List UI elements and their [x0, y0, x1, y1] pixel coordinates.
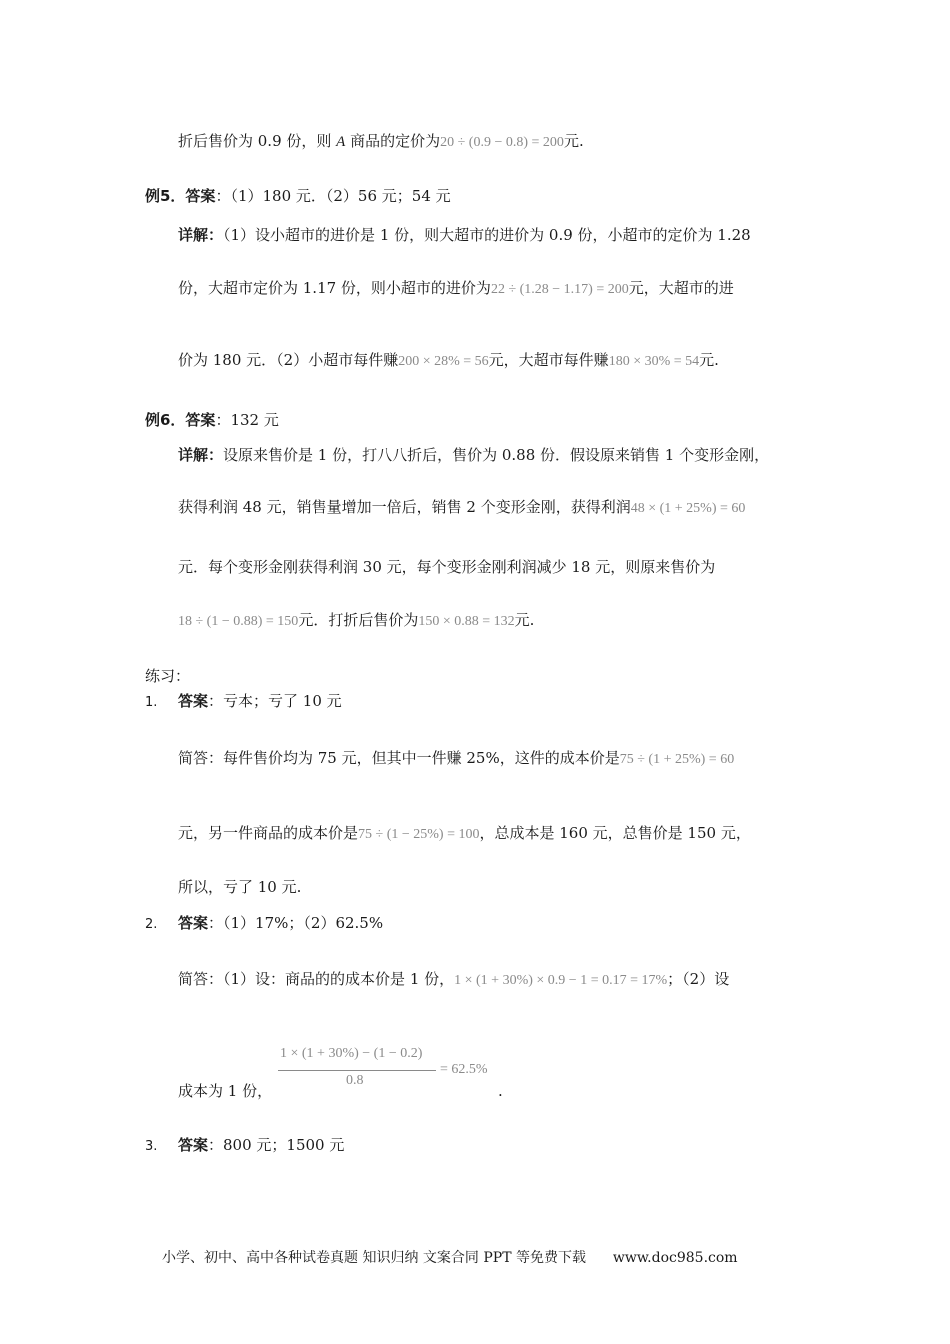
text: 元. — [563, 132, 584, 150]
text: 元．打折后售价为 — [298, 611, 419, 629]
text: ，总成本是 160 元，总售价是 150 元， — [479, 824, 751, 842]
text: 价为 180 元．（2）小超市每件赚 — [178, 351, 399, 369]
text: 元，大超市的进 — [628, 279, 734, 297]
example-label: 例6．答案 — [145, 411, 216, 429]
example-label: 例5．答案 — [145, 187, 216, 205]
text: （1）设小超市的进价是 1 份，则大超市的进价为 0.9 份，小超市的定价为 1.28 — [223, 226, 751, 244]
example-6-answer — [145, 410, 279, 430]
text-line: 成本为 1 份， — [178, 1082, 273, 1100]
text: 设原来售价是 1 份，打八八折后，售价为 0.88 份．假设原来销售 1 个变形金刚， — [223, 446, 770, 464]
practice-item-2 — [145, 913, 383, 935]
equation: 200 × 28% = 56 — [398, 354, 489, 369]
text: 元．每个变形金刚获得利润 30 元，每个变形金刚利润减少 18 元，则原来售价为 — [178, 558, 716, 576]
text: 元，大超市每件赚 — [488, 351, 609, 369]
text: 元. — [699, 351, 719, 369]
equation: 180 × 30% = 54 — [608, 354, 700, 369]
text: 简答：（1）设：商品的的成本价是 1 份， — [178, 970, 455, 988]
fraction-result: = 62.5% — [440, 1062, 488, 1077]
detail-label: 详解： — [178, 446, 224, 464]
answer-text: ：（1）17%；（2）62.5% — [208, 914, 384, 932]
equation: 48 × (1 + 25%) = 60 — [630, 501, 746, 516]
text-line — [178, 969, 729, 991]
answer-text: ：800 元；1500 元 — [208, 1136, 345, 1154]
text-line: 所以，亏了 10 元. — [178, 878, 302, 896]
text-line — [178, 748, 734, 770]
footer-url[interactable]: www.doc985.com — [612, 1250, 738, 1266]
example-5-answer — [145, 186, 451, 206]
text: 获得利润 48 元，销售量增加一倍后，销售 2 个变形金刚，获得利润 — [178, 498, 631, 516]
equation: 150 × 0.88 = 132 — [418, 614, 515, 629]
text: 份，大超市定价为 1.17 份，则小超市的进价为 — [178, 279, 491, 297]
fraction-numerator: 1 × (1 + 30%) − (1 − 0.2) — [280, 1046, 423, 1061]
text-line — [178, 497, 745, 519]
text-line — [178, 131, 584, 153]
practice-item-3 — [145, 1135, 344, 1157]
item-number: 2. — [145, 917, 158, 932]
fraction-bar — [278, 1070, 436, 1071]
text: ；（2）设 — [667, 970, 730, 988]
fraction-equation — [278, 1046, 438, 1092]
text-line — [178, 445, 769, 465]
footer — [162, 1247, 738, 1267]
text-line — [178, 610, 534, 632]
text-line — [178, 350, 719, 372]
text: 简答：每件售价均为 75 元，但其中一件赚 25%，这件的成本价是 — [178, 749, 620, 767]
answer-label: 答案 — [178, 1136, 209, 1154]
practice-heading: 练习： — [145, 667, 191, 685]
text-line — [178, 823, 751, 845]
answer-label: 答案 — [178, 692, 209, 710]
text: 元. — [514, 611, 535, 629]
text: . — [498, 1082, 503, 1100]
text: 商品的定价为 — [345, 132, 441, 150]
equation: 20 ÷ (0.9 − 0.8) = 200 — [440, 135, 564, 150]
equation: 75 ÷ (1 − 25%) = 100 — [358, 827, 480, 842]
variable-a: A — [336, 134, 346, 150]
answer-text: ：（1）180 元．（2）56 元；54 元 — [215, 187, 451, 205]
practice-item-1 — [145, 691, 342, 713]
answer-text: ：132 元 — [215, 411, 279, 429]
text: 元，另一件商品的成本价是 — [178, 824, 359, 842]
item-number: 3. — [145, 1139, 158, 1154]
equation: 22 ÷ (1.28 − 1.17) = 200 — [490, 282, 629, 297]
item-number: 1. — [145, 695, 158, 710]
equation: 1 × (1 + 30%) × 0.9 − 1 = 0.17 = 17% — [454, 973, 668, 988]
answer-text: ：亏本；亏了 10 元 — [208, 692, 342, 710]
answer-label: 答案 — [178, 914, 209, 932]
text-line — [178, 557, 715, 577]
equation: 75 ÷ (1 + 25%) = 60 — [619, 752, 735, 767]
text: 折后售价为 0.9 份，则 — [178, 132, 337, 150]
text-line — [178, 278, 734, 300]
footer-text: 小学、初中、高中各种试卷真题 知识归纳 文案合同 PPT 等免费下载 — [162, 1250, 586, 1266]
text-line — [178, 225, 751, 245]
detail-label: 详解： — [178, 226, 224, 244]
fraction-denominator: 0.8 — [346, 1073, 364, 1088]
equation: 18 ÷ (1 − 0.88) = 150 — [178, 614, 299, 629]
